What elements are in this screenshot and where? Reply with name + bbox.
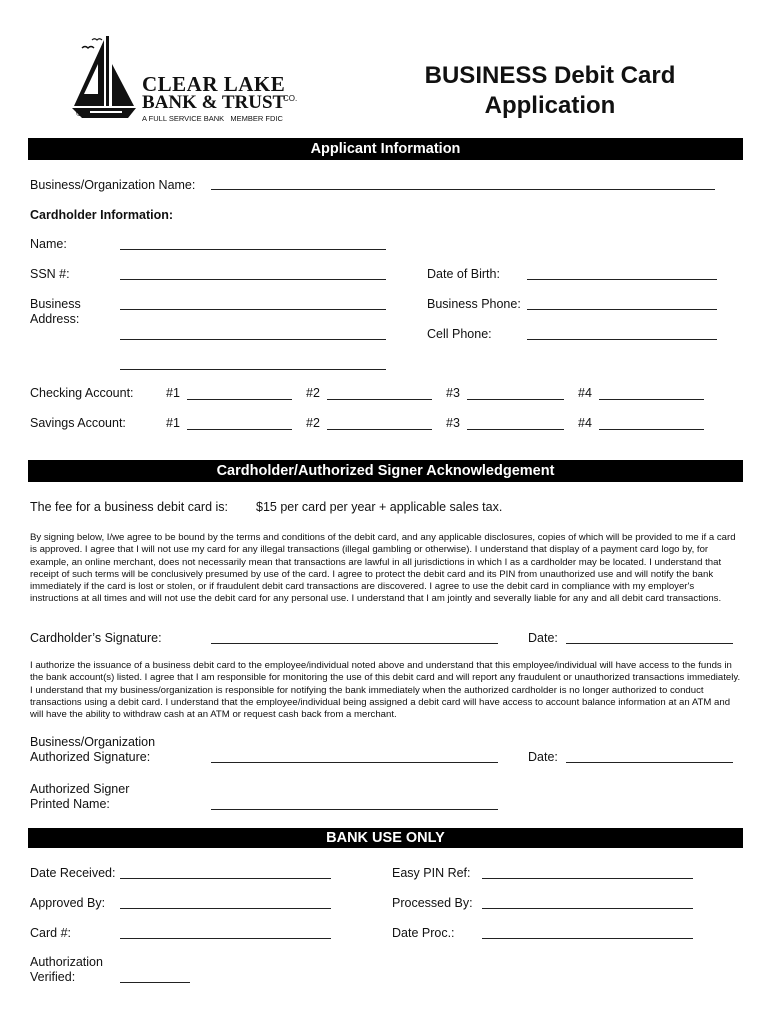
cardholder-info-heading: Cardholder Information: xyxy=(30,208,174,222)
checking-account-4-field[interactable] xyxy=(599,399,704,400)
savings-account-2-field[interactable] xyxy=(327,429,432,430)
business-address-field-1[interactable] xyxy=(120,309,386,310)
date-proc-field[interactable] xyxy=(482,938,693,939)
business-address-label-2: Address: xyxy=(30,312,80,326)
easy-pin-label: Easy PIN Ref: xyxy=(392,866,471,880)
business-phone-field[interactable] xyxy=(527,309,717,310)
savings-num-4-label: #4 xyxy=(578,416,592,430)
date-received-label: Date Received: xyxy=(30,866,116,880)
easy-pin-field[interactable] xyxy=(482,878,693,879)
printed-name-label-2: Printed Name: xyxy=(30,797,110,811)
terms-paragraph: By signing below, I/we agree to be bound by the terms and conditions of the debit card, and any applicable disclosures, copies of which will be provided to me if a card is approved. I agree that I will not use my card for any illegal transactions (illegal gambling or otherwise). I understand that display of a payment card logo by, for example, an online merchant, does not necessarily mean that transactions are lawful in all jurisdictions in which I as a cardholder may be located. I understand that receipt of such terms will be conclusively presumed by use of the card. I agree to protect the debit card and its PIN from unauthorized use and will notify the bank immediately if the card is lost or stolen, or if fraudulent debit card transactions are discovered. I agree to use the debit card in compliance with my employer's instructions at all times and will not use the debit card for any personal use. I understand that I am jointly and severally liable for any and all debit card transactions. xyxy=(30,532,736,605)
checking-num-3-label: #3 xyxy=(446,386,460,400)
business-address-field-3[interactable] xyxy=(120,369,386,370)
name-field[interactable] xyxy=(120,249,386,250)
bank-logo xyxy=(68,34,308,126)
business-name-label: Business/Organization Name: xyxy=(30,178,196,192)
checking-num-1-label: #1 xyxy=(166,386,180,400)
savings-account-4-field[interactable] xyxy=(599,429,704,430)
authorization-verified-field[interactable] xyxy=(120,982,190,983)
auth-signature-label-2: Authorized Signature: xyxy=(30,750,151,764)
checking-num-4-label: #4 xyxy=(578,386,592,400)
fee-label: The fee for a business debit card is: xyxy=(30,500,229,514)
applicant-section-header: Applicant Information xyxy=(28,138,743,160)
cell-phone-label: Cell Phone: xyxy=(427,327,492,341)
checking-account-1-field[interactable] xyxy=(187,399,292,400)
authorization-verified-label-1: Authorization xyxy=(30,955,103,969)
acknowledgement-section-header: Cardholder/Authorized Signer Acknowledgement xyxy=(28,460,743,482)
bank-co: CO. xyxy=(283,94,298,103)
ssn-field[interactable] xyxy=(120,279,386,280)
cardholder-date-field[interactable] xyxy=(566,643,733,644)
form-title-line1: BUSINESS Debit Card xyxy=(424,62,676,89)
business-phone-label: Business Phone: xyxy=(427,297,521,311)
business-address-label-1: Business xyxy=(30,297,81,311)
cardholder-date-label: Date: xyxy=(528,631,558,645)
checking-account-3-field[interactable] xyxy=(467,399,564,400)
form-title-line2: Application xyxy=(484,92,616,119)
savings-num-3-label: #3 xyxy=(446,416,460,430)
auth-date-label: Date: xyxy=(528,750,558,764)
date-received-field[interactable] xyxy=(120,878,331,879)
authorization-paragraph: I authorize the issuance of a business debit card to the employee/individual noted above and understand that this employee/individual will have access to the funds in the bank account(s) listed. I agree that I am responsible for monitoring the use of this debit card and will report any fraudulent or unauthorized transactions immediately. I understand that my business/organization is responsible for notifying the bank immediately when the authorized cardholder is no longer authorized to conduct transactions using a debit card. I understand that the employee/individual being assigned a debit card will have access to account balance information at an ATM and will have the ability to withdraw cash at an ATM or request cash back from a merchant. xyxy=(30,660,741,721)
business-name-field[interactable] xyxy=(211,189,715,190)
name-label: Name: xyxy=(30,237,67,251)
ssn-label: SSN #: xyxy=(30,267,70,281)
business-address-field-2[interactable] xyxy=(120,339,386,340)
savings-num-1-label: #1 xyxy=(166,416,180,430)
bank-tagline: A FULL SERVICE BANK MEMBER FDIC xyxy=(142,114,283,123)
processed-by-field[interactable] xyxy=(482,908,693,909)
bank-name-line1: CLEAR LAKE xyxy=(142,72,286,96)
cardholder-signature-label: Cardholder’s Signature: xyxy=(30,631,162,645)
savings-account-1-field[interactable] xyxy=(187,429,292,430)
bank-use-section-header: BANK USE ONLY xyxy=(28,828,743,848)
authorization-verified-label-2: Verified: xyxy=(30,970,76,984)
auth-signature-field[interactable] xyxy=(211,762,498,763)
printed-name-field[interactable] xyxy=(211,809,498,810)
bank-name-line2: BANK & TRUST xyxy=(142,92,286,113)
auth-date-field[interactable] xyxy=(566,762,733,763)
processed-by-label: Processed By: xyxy=(392,896,473,910)
fee-value: $15 per card per year + applicable sales tax. xyxy=(256,500,503,514)
checking-account-2-field[interactable] xyxy=(327,399,432,400)
date-proc-label: Date Proc.: xyxy=(392,926,455,940)
card-number-label: Card #: xyxy=(30,926,71,940)
savings-num-2-label: #2 xyxy=(306,416,320,430)
savings-account-label: Savings Account: xyxy=(30,416,126,430)
checking-num-2-label: #2 xyxy=(306,386,320,400)
registered-mark: ® xyxy=(76,108,83,118)
auth-signature-label-1: Business/Organization xyxy=(30,735,156,749)
approved-by-label: Approved By: xyxy=(30,896,106,910)
cardholder-signature-field[interactable] xyxy=(211,643,498,644)
savings-account-3-field[interactable] xyxy=(467,429,564,430)
cell-phone-field[interactable] xyxy=(527,339,717,340)
dob-label: Date of Birth: xyxy=(427,267,500,281)
printed-name-label-1: Authorized Signer xyxy=(30,782,130,796)
dob-field[interactable] xyxy=(527,279,717,280)
card-number-field[interactable] xyxy=(120,938,331,939)
checking-account-label: Checking Account: xyxy=(30,386,134,400)
approved-by-field[interactable] xyxy=(120,908,331,909)
